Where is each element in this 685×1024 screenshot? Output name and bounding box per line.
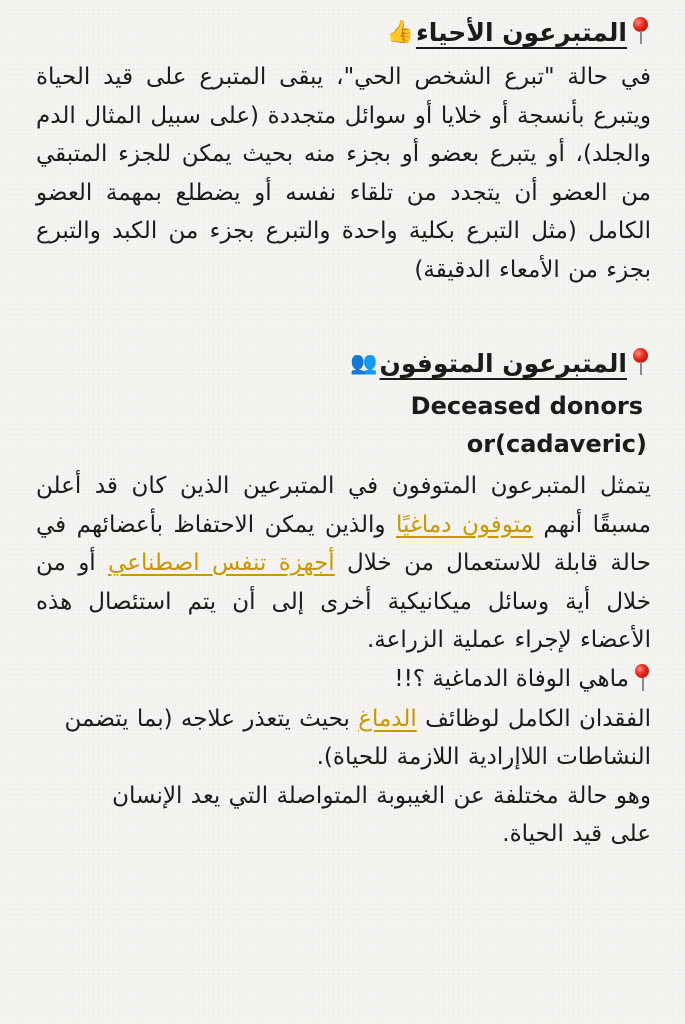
- brain-death-question-text: ماهي الوفاة الدماغية ؟!!: [394, 665, 629, 692]
- deceased-donors-text: [36, 467, 651, 660]
- living-donors-heading: [36, 10, 651, 56]
- article: [36, 10, 651, 854]
- ventilator-link[interactable]: أجهزة تنفس اصطناعي: [108, 550, 335, 576]
- pushpin-icon: [631, 346, 651, 376]
- deceased-donors-title: المتبرعون المتوفون: [379, 349, 627, 378]
- people-icon: 👥: [350, 351, 378, 376]
- brain-death-question: [36, 660, 651, 698]
- deceased-text-part2: والذين يمكن الاحتفاظ بأعضائهم في حالة قابلة للاستعمال من خلال: [36, 511, 651, 576]
- brain-death-text: [36, 700, 651, 777]
- pushpin-icon: [633, 662, 651, 690]
- brain-death-text-part1: الفقدان الكامل لوظائف: [416, 705, 651, 732]
- thumbs-up-icon: 👍: [386, 20, 414, 45]
- brain-death-difference-text: وهو حالة مختلفة عن الغيبوبة المتواصلة التي يعد الإنسان على قيد الحياة.: [112, 782, 651, 847]
- brain-link[interactable]: الدماغ: [358, 705, 417, 732]
- brain-death-text-part2: بحيث يتعذر علاجه (بما يتضمن النشاطات اللاإرادية اللازمة للحياة).: [64, 705, 651, 770]
- deceased-text-part1: يتمثل المتبرعون المتوفون في المتبرعين الذين كان قد أعلن مسبقًا أنهم: [36, 473, 651, 538]
- english-term-line1: Deceased donors: [410, 392, 643, 420]
- deceased-text-part3: أو من خلال أية وسائل ميكانيكية أخرى إلى أن يتم استئصال هذه الأعضاء لإجراء عملية الزراعة.: [36, 550, 651, 653]
- deceased-donors-heading: [36, 341, 651, 387]
- pushpin-icon: [631, 15, 651, 45]
- living-donors-title: المتبرعون الأحياء: [415, 18, 627, 47]
- brain-dead-link[interactable]: متوفون دماغيًا: [395, 511, 533, 538]
- living-donors-text: في حالة "تبرع الشخص الحي"، يبقى المتبرع على قيد الحياة ويتبرع بأنسجة أو خلايا أو سوائل متجددة (على سبيل المثال الدم والجلد)، أو يتبرع بعضو أو بجزء منه بحيث يمكن للجزء المتبقي من العضو أن يتجدد من تلقاء نفسه أو يضطلع بمهمة العضو الكامل (مثل التبرع بكلية واحدة والتبرع بجزء من الكبد والتبرع بجزء من الأمعاء الدقيقة): [36, 64, 651, 283]
- english-term-line2: or(cadaveric): [466, 430, 647, 458]
